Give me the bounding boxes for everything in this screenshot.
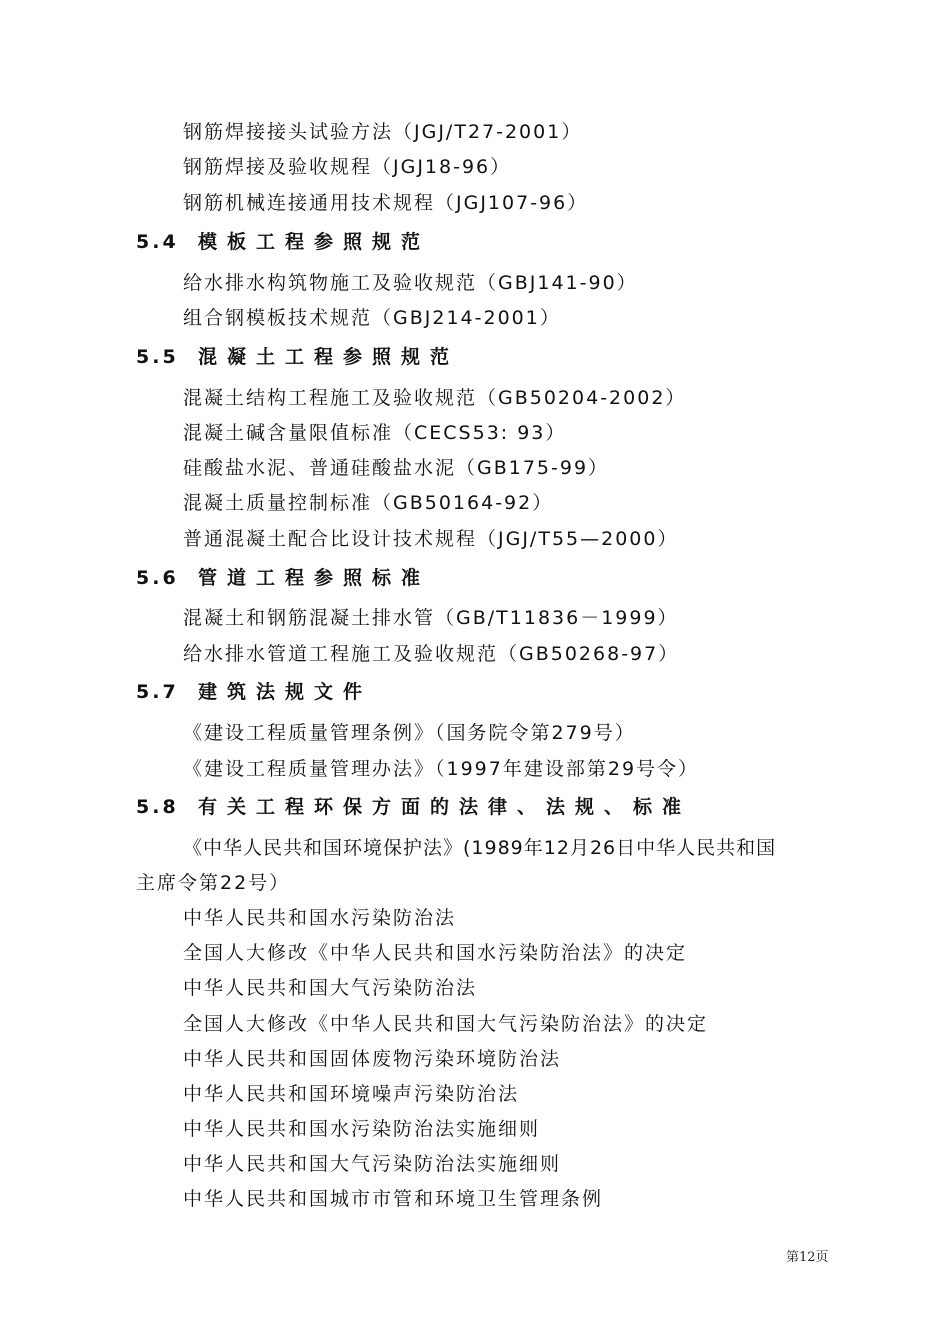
list-item: 全国人大修改《中华人民共和国水污染防治法》的决定	[183, 942, 688, 964]
list-item: 中华人民共和国环境噪声污染防治法	[183, 1083, 520, 1105]
section-title: 管道工程参照标准	[198, 567, 431, 589]
page-number: 第12页	[786, 1250, 829, 1265]
section-heading	[136, 680, 372, 704]
paragraph-line: 《中华人民共和国环境保护法》(1989年12月26日中华人民共和国	[183, 837, 777, 859]
section-title: 有关工程环保方面的法律、法规、标准	[198, 796, 692, 818]
list-item: 中华人民共和国大气污染防治法实施细则	[183, 1153, 562, 1175]
section-number: 5.8	[136, 796, 179, 818]
list-item: 给水排水管道工程施工及验收规范（GB50268-97）	[183, 643, 680, 665]
list-item: 混凝土碱含量限值标准（CECS53: 93）	[183, 422, 567, 444]
section-title: 模板工程参照规范	[198, 231, 431, 253]
list-item: 《建设工程质量管理条例》（国务院令第279号）	[183, 722, 636, 744]
list-item: 中华人民共和国城市市管和环境卫生管理条例	[183, 1188, 604, 1210]
list-item: 《建设工程质量管理办法》（1997年建设部第29号令）	[183, 758, 700, 780]
list-item: 普通混凝土配合比设计技术规程（JGJ/T55—2000）	[183, 528, 679, 550]
list-item: 钢筋焊接及验收规程（JGJ18-96）	[183, 156, 512, 178]
section-heading	[136, 345, 459, 369]
list-item: 组合钢模板技术规范（GBJ214-2001）	[183, 307, 561, 329]
list-item: 中华人民共和国大气污染防治法	[183, 977, 478, 999]
list-item: 钢筋焊接接头试验方法（JGJ/T27-2001）	[183, 121, 583, 143]
paragraph-line: 主席令第22号）	[136, 872, 291, 894]
list-item: 混凝土质量控制标准（GB50164-92）	[183, 492, 554, 514]
section-title: 混凝土工程参照规范	[198, 346, 460, 368]
list-item: 硅酸盐水泥、普通硅酸盐水泥（GB175-99）	[183, 457, 610, 479]
list-item: 中华人民共和国水污染防治法	[183, 907, 457, 929]
list-item: 中华人民共和国水污染防治法实施细则	[183, 1118, 541, 1140]
section-title: 建筑法规文件	[198, 681, 373, 703]
list-item: 给水排水构筑物施工及验收规范（GBJ141-90）	[183, 272, 638, 294]
section-number: 5.6	[136, 567, 179, 589]
section-heading	[136, 795, 691, 819]
section-heading	[136, 230, 430, 254]
section-heading	[136, 566, 430, 590]
list-item: 钢筋机械连接通用技术规程（JGJ107-96）	[183, 192, 589, 214]
section-number: 5.4	[136, 231, 179, 253]
list-item: 混凝土结构工程施工及验收规范（GB50204-2002）	[183, 387, 687, 409]
list-item: 混凝土和钢筋混凝土排水管（GB/T11836－1999）	[183, 607, 679, 629]
section-number: 5.5	[136, 346, 179, 368]
list-item: 中华人民共和国固体废物污染环境防治法	[183, 1048, 562, 1070]
list-item: 全国人大修改《中华人民共和国大气污染防治法》的决定	[183, 1013, 709, 1035]
section-number: 5.7	[136, 681, 179, 703]
